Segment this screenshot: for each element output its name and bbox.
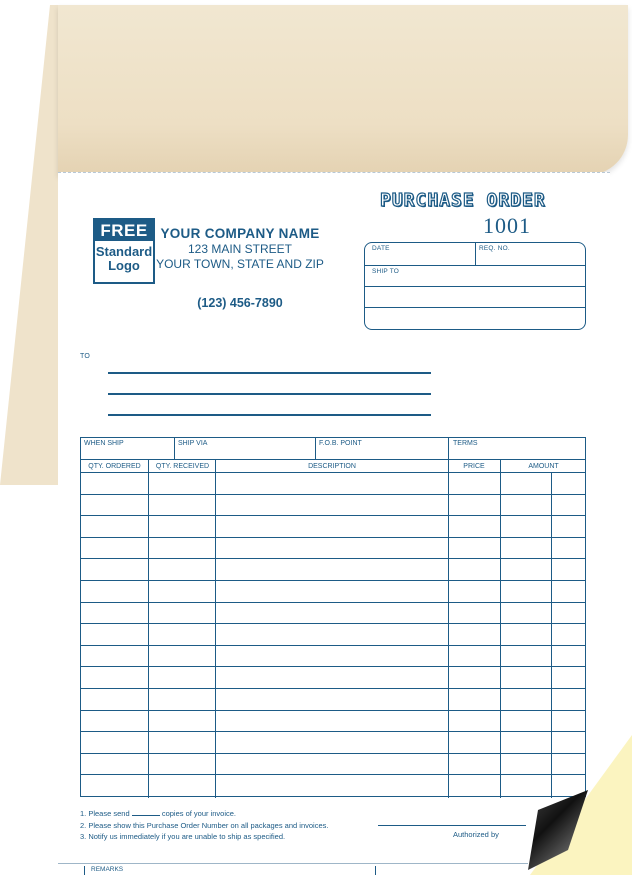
note-1-part-b: copies of your invoice. xyxy=(161,809,237,818)
company-street: 123 MAIN STREET xyxy=(187,242,293,256)
table-row-line xyxy=(81,731,585,732)
form-number: 1001 xyxy=(483,213,531,238)
table-row-line xyxy=(81,753,585,754)
ship-box-divider xyxy=(475,243,476,265)
header-description: DESCRIPTION xyxy=(308,463,356,470)
back-cover-fold xyxy=(58,5,628,175)
ship-box-line xyxy=(365,307,585,308)
table-column-line xyxy=(148,459,149,798)
fob-label: F.O.B. POINT xyxy=(319,440,362,447)
note-3: 3. Notify us immediately if you are unable to ship as specified. xyxy=(80,832,286,841)
table-row-line xyxy=(81,688,585,689)
logo-standard: Standard xyxy=(95,244,153,259)
table-row-line xyxy=(81,623,585,624)
remarks-divider xyxy=(58,863,528,864)
when-ship-label: WHEN SHIP xyxy=(84,440,124,447)
table-line xyxy=(81,459,585,460)
note-2: 2. Please show this Purchase Order Number on all packages and invoices. xyxy=(80,820,329,830)
table-row-line xyxy=(81,602,585,603)
header-amount: AMOUNT xyxy=(528,463,559,470)
logo-text: Logo xyxy=(108,258,140,273)
table-row-line xyxy=(81,537,585,538)
table-row-line xyxy=(81,515,585,516)
req-no-label: REQ. NO. xyxy=(479,245,510,252)
table-row-line xyxy=(81,645,585,646)
table-column-line xyxy=(448,459,449,798)
authorized-by-label: Authorized by xyxy=(453,830,499,839)
back-cover-left xyxy=(0,5,58,485)
table-line xyxy=(81,472,585,473)
logo-free: FREE xyxy=(95,220,153,241)
company-city: YOUR TOWN, STATE AND ZIP xyxy=(156,257,324,271)
table-column-line xyxy=(500,459,501,798)
terms-label: TERMS xyxy=(453,440,478,447)
logo xyxy=(93,218,155,284)
note-1 xyxy=(80,808,328,820)
remarks-label: REMARKS xyxy=(91,866,124,873)
terms-divider xyxy=(174,438,175,459)
header-qty-received: QTY. RECEIVED xyxy=(155,463,210,470)
company-name: YOUR COMPANY NAME xyxy=(160,226,320,241)
company-block xyxy=(155,226,325,271)
to-line xyxy=(108,393,431,395)
table-row-line xyxy=(81,580,585,581)
to-label: TO xyxy=(80,353,90,360)
copies-blank xyxy=(132,809,160,816)
date-label: DATE xyxy=(372,245,390,252)
header-price: PRICE xyxy=(463,463,485,470)
header-qty-ordered: QTY. ORDERED xyxy=(88,463,141,470)
company-phone: (123) 456-7890 xyxy=(197,296,283,310)
table-column-line xyxy=(551,472,552,798)
ship-to-label: SHIP TO xyxy=(372,268,400,275)
table-column-line xyxy=(215,459,216,798)
to-line xyxy=(108,372,431,374)
ship-box-line xyxy=(365,265,585,266)
table-row-line xyxy=(81,558,585,559)
notes xyxy=(80,808,328,843)
authorized-line xyxy=(378,825,526,826)
form-title: PURCHASE ORDER xyxy=(380,190,546,211)
ship-box-line xyxy=(365,286,585,287)
table-row-line xyxy=(81,710,585,711)
items-table xyxy=(80,437,586,797)
remarks-bar xyxy=(375,866,376,875)
table-row-line xyxy=(81,494,585,495)
terms-divider xyxy=(448,438,449,459)
remarks-bar xyxy=(84,866,85,875)
ship-box xyxy=(364,242,586,330)
to-line xyxy=(108,414,431,416)
terms-divider xyxy=(315,438,316,459)
table-row-line xyxy=(81,774,585,775)
table-row-line xyxy=(81,666,585,667)
note-1-part-a: 1. Please send xyxy=(80,809,130,818)
ship-via-label: SHIP VIA xyxy=(178,440,208,447)
